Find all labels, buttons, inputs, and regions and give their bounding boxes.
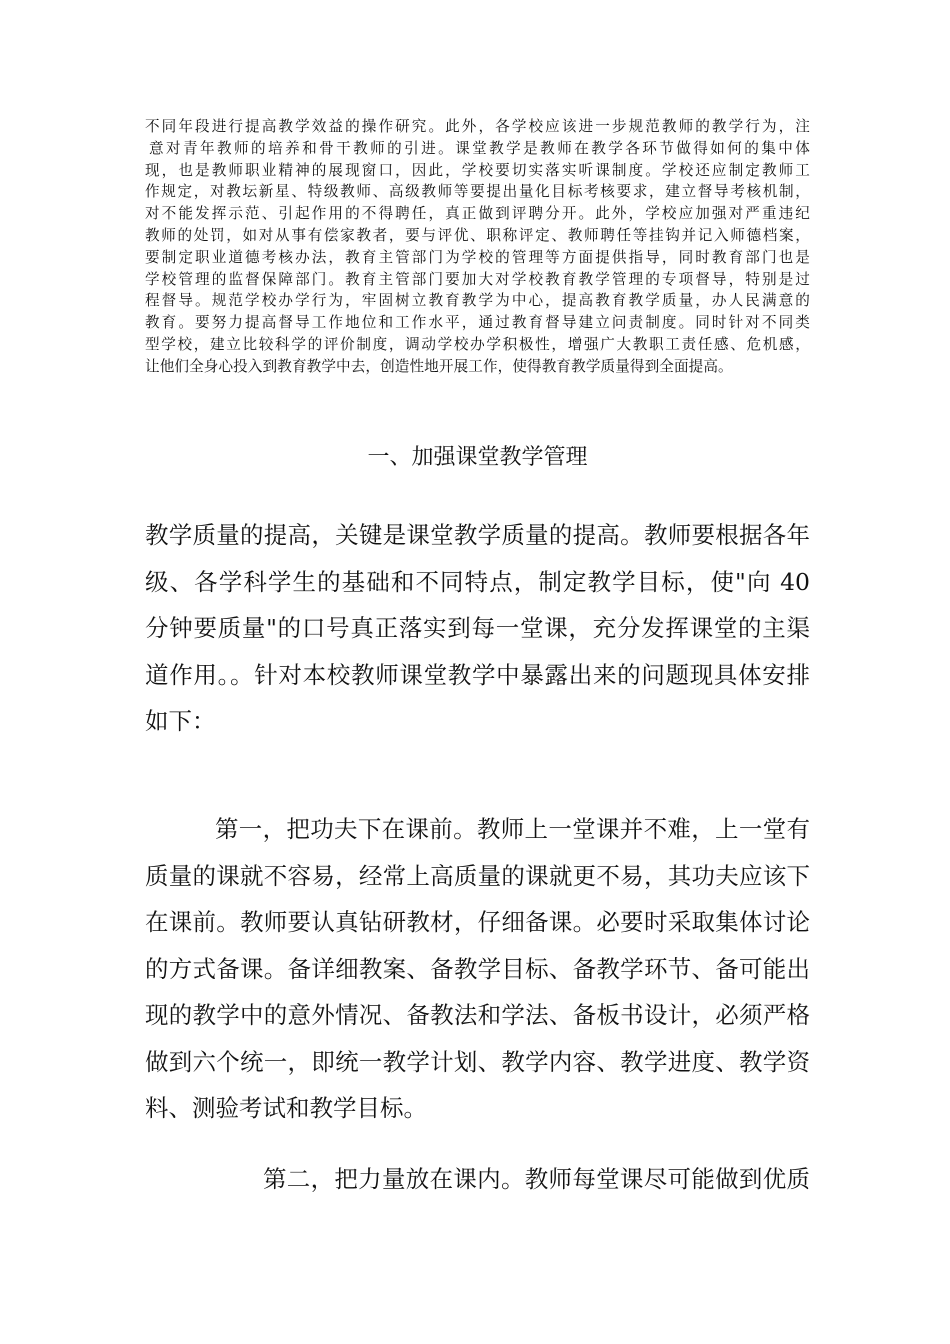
paragraph-1	[145, 512, 810, 745]
paragraph-line: 的方式备课。备详细教案、备教学目标、备教学环节、备可能出	[145, 954, 810, 983]
paragraph-line: 在课前。教师要认真钻研教材，仔细备课。必要时采取集体讨论	[145, 908, 810, 936]
intro-line: 教师的处罚，如对从事有偿家教者，要与评优、职称评定、教师聘任等挂钩并记入师德档案，	[145, 226, 810, 244]
paragraph-line: 教学质量的提高，关键是课堂教学质量的提高。教师要根据各年	[145, 521, 810, 549]
intro-line: 型学校，建立比较科学的评价制度，调动学校办学积极性，增强广大教职工责任感、危机感，	[145, 335, 810, 353]
paragraph-3	[145, 1156, 810, 1203]
paragraph-line: 如下：	[145, 707, 216, 735]
intro-line: 要制定职业道德考核办法，教育主管部门为学校的管理等方面提供指导，同时教育部门也是	[145, 248, 810, 266]
intro-line: 教育。要努力提高督导工作地位和工作水平，通过教育督导建立问责制度。同时针对不同类	[145, 314, 810, 332]
paragraph-line: 料、测验考试和教学目标。	[145, 1094, 427, 1122]
intro-line: 对不能发挥示范、引起作用的不得聘任，真正做到评聘分开。此外，学校应加强对严重违纪	[145, 205, 810, 223]
paragraph-line: 做到六个统一，即统一教学计划、教学内容、教学进度、教学资	[145, 1047, 810, 1076]
paragraph-line: 现的教学中的意外情况、备教法和学法、备板书设计，必须严格	[145, 1001, 810, 1029]
intro-line: 让他们全身心投入到教育教学中去，创造性地开展工作，使得教育教学质量得到全面提高。	[145, 357, 733, 375]
intro-line: 作规定，对教坛新星、特级教师、高级教师等要提出量化目标考核要求，建立督导考核机制，	[145, 183, 810, 201]
section-heading: 一、加强课堂教学管理	[367, 445, 588, 470]
paragraph-line: 道作用。。针对本校教师课堂教学中暴露出来的问题现具体安排	[145, 660, 810, 689]
paragraph-2	[145, 806, 810, 1132]
paragraph-line: 第二，把力量放在课内。教师每堂课尽可能做到优质	[263, 1165, 810, 1193]
paragraph-line: 质量的课就不容易，经常上高质量的课就更不易，其功夫应该下	[145, 861, 810, 890]
paragraph-line: 分钟要质量"的口号真正落实到每一堂课，充分发挥课堂的主渠	[145, 614, 810, 642]
paragraph-line: 级、各学科学生的基础和不同特点，制定教学目标，使"向 40	[145, 567, 810, 596]
intro-line: 现，也是教师职业精神的展现窗口，因此，学校要切实落实听课制度。学校还应制定教师工	[145, 161, 810, 179]
intro-paragraph	[145, 116, 810, 378]
paragraph-line: 第一，把功夫下在课前。教师上一堂课并不难，上一堂有	[215, 815, 810, 843]
intro-line: 学校管理的监督保障部门。教育主管部门要加大对学校教育教学管理的专项督导，特别是过	[145, 270, 810, 288]
intro-line: 不同年段进行提高教学效益的操作研究。此外，各学校应该进一步规范教师的教学行为，注	[145, 118, 810, 135]
intro-line: 意对青年教师的培养和骨干教师的引进。课堂教学是教师在教学各环节做得如何的集中体	[149, 139, 810, 157]
intro-line: 程督导。规范学校办学行为，牢固树立教育教学为中心，提高教育教学质量，办人民满意的	[145, 292, 810, 310]
